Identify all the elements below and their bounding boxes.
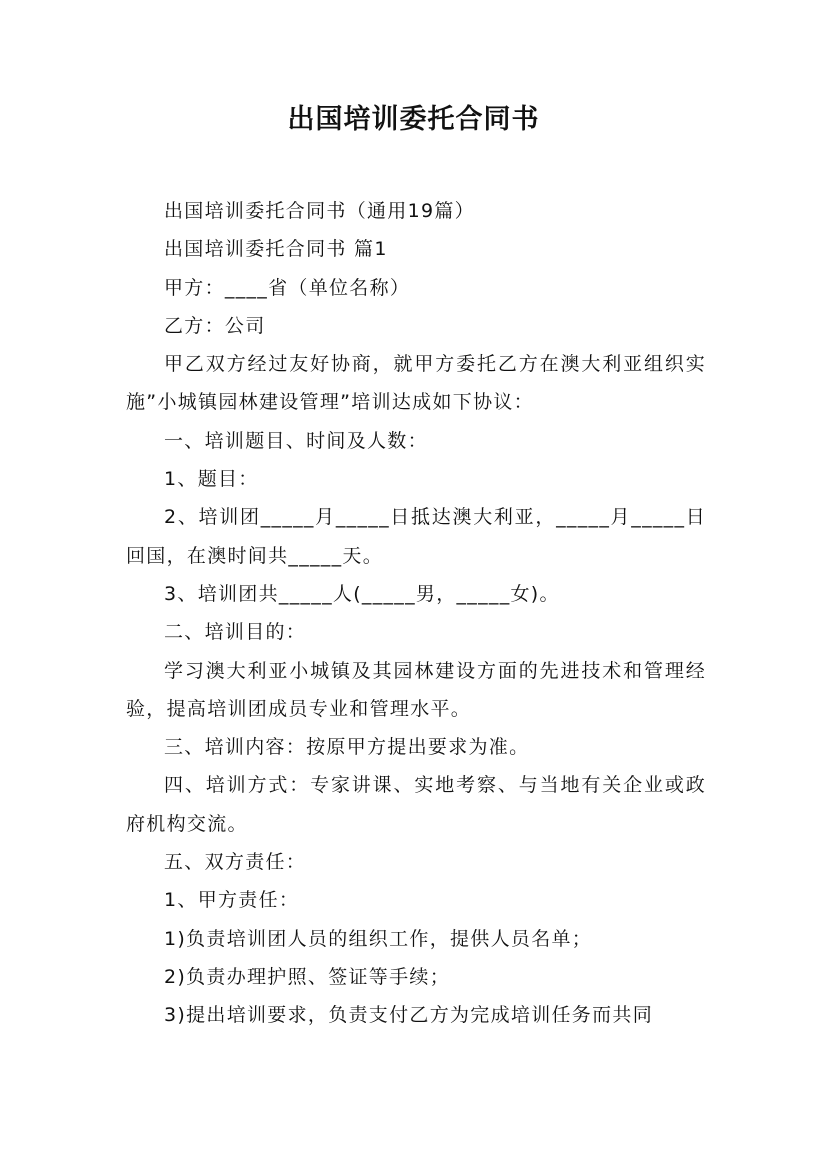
paragraph: 四、培训方式：专家讲课、实地考察、与当地有关企业或政府机构交流。: [126, 774, 706, 835]
paragraph: 2、培训团_____月_____日抵达澳大利亚，_____月_____日回国，在澳时间共_____天。: [126, 506, 706, 567]
paragraph: 三、培训内容：按原甲方提出要求为准。: [164, 736, 530, 759]
paragraph: 1、甲方责任：: [164, 889, 300, 912]
paragraph: 乙方：公司: [164, 314, 266, 337]
document-title: 出国培训委托合同书: [287, 104, 540, 135]
paragraph: 五、双方责任：: [164, 851, 307, 874]
paragraph: 甲方：____省（单位名称）: [164, 276, 411, 299]
paragraph: 二、培训目的：: [164, 621, 307, 644]
paragraph: 1)负责培训团人员的组织工作，提供人员名单；: [164, 927, 593, 950]
paragraph: 2)负责办理护照、签证等手续；: [164, 965, 451, 988]
paragraph: 出国培训委托合同书 篇1: [164, 238, 388, 261]
document-body: [126, 192, 706, 1035]
paragraph: 出国培训委托合同书（通用19篇）: [164, 200, 475, 222]
paragraph: 甲乙双方经过友好协商，就甲方委托乙方在澳大利亚组织实施”小城镇园林建设管理”培训达成如下协议：: [126, 353, 706, 414]
paragraph: 1、题目：: [164, 468, 259, 491]
paragraph: 3、培训团共_____人(_____男，_____女)。: [164, 582, 560, 605]
paragraph: 一、培训题目、时间及人数：: [164, 429, 428, 452]
paragraph: 3)提出培训要求，负责支付乙方为完成培训任务而共同: [164, 1004, 654, 1027]
paragraph: 学习澳大利亚小城镇及其园林建设方面的先进技术和管理经验，提高培训团成员专业和管理水平。: [126, 659, 706, 720]
